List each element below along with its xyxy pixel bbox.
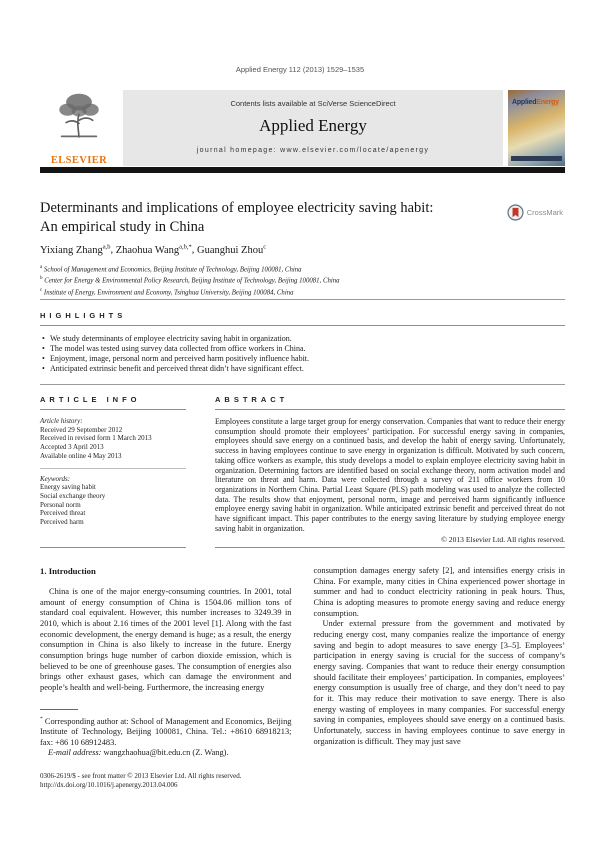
highlights-section	[40, 311, 565, 374]
crossmark-badge[interactable]	[507, 204, 563, 221]
article-info-column	[40, 395, 186, 548]
footnote-text: * Corresponding author at: School of Management and Economics, Beijing Institute of Technology, Beijing 100081, China. Tel.: +8610 68918213; fax: +86 10 68912483.	[40, 715, 292, 747]
author-separator: ,	[191, 244, 198, 256]
history-item: Accepted 3 April 2013	[40, 443, 104, 452]
elsevier-tree-icon	[56, 90, 102, 140]
history-item: Available online 4 May 2013	[40, 451, 122, 460]
affiliation-line: $^c$ Institute of Energy, Environment and Economy, Tsinghua University, Beijing 100084, China	[40, 287, 294, 296]
email-link[interactable]: wangzhaohua@bit.edu.cn (Z. Wang).	[101, 748, 229, 758]
homepage-prefix: journal homepage:	[196, 147, 281, 154]
journal-citation: Applied Energy 112 (2013) 1529–1535	[235, 65, 365, 74]
section-divider	[40, 384, 565, 385]
header-rule	[40, 167, 565, 173]
highlight-item: • Anticipated extrinsic benefit and perceived threat didn’t have significant effect.	[42, 364, 565, 374]
footnote-rule	[40, 709, 78, 710]
article-info-heading: ARTICLE INFO	[40, 395, 141, 404]
article-info-heading-rule	[40, 409, 186, 410]
keywords-label: Keywords:	[40, 474, 71, 483]
highlight-item: • Enjoyment, image, personal norm and perceived harm positively influence habit.	[42, 354, 565, 364]
affiliation-line: $^a$ School of Management and Economics, Beijing Institute of Technology, Beijing 100081, China	[40, 265, 302, 274]
journal-banner	[123, 90, 503, 166]
keyword-item: Perceived harm	[40, 518, 84, 527]
title-block	[40, 199, 565, 237]
cover-title-energy: Energy	[536, 99, 559, 106]
keyword-item: Perceived threat	[40, 509, 86, 518]
keyword-item: Personal norm	[40, 500, 81, 509]
author-affiliation-marker: c	[263, 243, 267, 250]
sciverse-sciencedirect-link[interactable]: SciVerse ScienceDirect	[317, 99, 396, 108]
contents-availability-text	[123, 99, 503, 108]
keyword-item: Energy saving habit	[40, 483, 96, 492]
journal-homepage-line	[123, 147, 503, 154]
body-column-left	[40, 566, 292, 759]
author-list	[40, 243, 266, 256]
crossmark-icon	[507, 204, 524, 221]
copyright-notice: © 2013 Elsevier Ltd. All rights reserved.	[441, 535, 565, 545]
info-abstract-section	[40, 395, 565, 548]
article-title	[40, 199, 495, 237]
author-name: Yixiang Zhang$^{a,b}$	[40, 243, 111, 256]
crossmark-label: CrossMark	[526, 208, 563, 217]
highlights-list	[42, 334, 565, 374]
affiliation-list	[40, 263, 340, 297]
author-name: Guanghui Zhou$^c$	[197, 243, 267, 256]
page-header	[40, 90, 565, 166]
abstract-heading: ABSTRACT	[215, 395, 289, 404]
article-title-line1: Determinants and implications of employee electricity saving habit:	[40, 200, 434, 216]
body-paragraph: consumption damages energy safety [2], and intensifies energy crisis in China. For example, many cities in China experienced power shortage in summer and had to conduct electricity rationing in peak hours. Thus, China is adopting measures to promote energy saving and reduce energy consumption.	[313, 566, 565, 618]
contents-prefix: Contents lists available at	[230, 99, 318, 108]
cover-title-applied: Applied	[512, 99, 537, 106]
article-history	[40, 417, 186, 461]
body-paragraph: China is one of the major energy-consuming countries. In 2001, total amount of energy consumption of China is 1504.06 million tons of standard coal equivalent. However, this number increases to 3249.39 in 2010, which is about 2.16 times of the 2001 level [1]. Along with the fast economic development, the energy demand is huge; as a result, the energy consumption in China is also likely to increase in the future. Energy consumption brings huge number of carbon dioxide emission, which is believed to be one of greenhouse gases. The consumption of energies also brings other exhaust gases, which can damage the environment and people’s health and well-being. Furthermore, the increasing energy	[40, 587, 292, 692]
issn-line: 0306-2619/$ - see front matter © 2013 Elsevier Ltd. All rights reserved.	[40, 772, 242, 780]
article-history-label: Article history:	[40, 417, 83, 425]
body-paragraph: Under external pressure from the government and motivated by reducing energy cost, many companies realize the importance of energy saving and begin to adopt measures to save energy [3–5]. Employees’ participation in energy saving is crucial for the success of company’s energy saving. Companies that want to reduce their energy consumption should facilitate their employees’ participation. In companies, employees’ energy consumption is usually free of charge, and they don’t need to pay for it. This may reduce their motivation to save energy. There is also energy wasting of employees in many companies. For successful energy saving in companies, employees should save energy on a continued basis. Unfortunately, success in having employees continue to save energy in organization is difficult. They may just save	[313, 619, 565, 746]
abstract-heading-rule	[215, 409, 565, 410]
journal-title: Applied Energy	[259, 116, 367, 135]
corresponding-author-note	[40, 709, 292, 759]
affiliation-line: $^b$ Center for Energy & Environmental Policy Research, Beijing Institute of Technology, Beijing 100081, China	[40, 276, 340, 285]
history-item: Received 29 September 2012	[40, 425, 123, 434]
footnote-email-line	[40, 748, 292, 759]
cover-title	[512, 99, 559, 106]
author-name: Zhaohua Wang$^{a,b,*}$	[115, 243, 192, 256]
page-footer	[40, 772, 241, 791]
article-title-line2: An empirical study in China	[40, 219, 205, 235]
journal-cover-thumbnail[interactable]	[508, 90, 565, 166]
cover-bottom-strip	[511, 156, 562, 161]
history-item: Received in revised form 1 March 2013	[40, 434, 152, 443]
doi-link[interactable]: http://dx.doi.org/10.1016/j.apenergy.2013.04.006	[40, 781, 178, 790]
keyword-item: Social exchange theory	[40, 491, 106, 500]
keywords-block	[40, 475, 186, 527]
body-column-right	[314, 566, 566, 759]
section-heading-introduction: 1. Introduction	[40, 566, 96, 576]
author-affiliation-marker: a,b	[102, 243, 111, 250]
highlight-item: • We study determinants of employee electricity saving habit in organization.	[42, 334, 565, 344]
section-divider	[40, 299, 565, 300]
highlights-heading: HIGHLIGHTS	[40, 311, 127, 320]
elsevier-logo	[40, 90, 118, 166]
highlights-heading-rule	[40, 325, 565, 326]
journal-homepage-link[interactable]: www.elsevier.com/locate/apenergy	[280, 147, 430, 154]
abstract-text: Employees constitute a large target group for energy conservation. Companies that want to reduce their energy consumption should promote their employees’ participation. For successful energy saving in companies, employees should save energy on a continued basis, and develop the habit of energy saving. Unfortunately, success in having employees continue to save energy in organization is difficult. Motivated by such concern, taking office workers as example, this study develops a model to explain employee electricity saving habit in organization. Determining factors are identified based on social exchange theory, norm activation model and literature on threat and harm. Data were collected through a survey of 211 office workers from 10 organizations in Northern China. Partial Least Square (PLS) path modeling was used to analyze the collected data. The results show that enjoyment, personal norm, image and perceived harm significantly influence employee energy saving habit in organization. While anticipated extrinsic benefit and perceived threat do not have significant impact. This paper contributes to the energy saving literature by studying employee energy saving habit in organization.	[215, 417, 565, 533]
author-affiliation-marker: a,b,*	[179, 243, 192, 250]
highlight-item: • The model was tested using survey data collected from office workers in China.	[42, 344, 565, 354]
article-info-divider	[40, 468, 186, 469]
elsevier-wordmark: ELSEVIER	[50, 155, 108, 166]
author-separator: ,	[110, 244, 116, 256]
footnote-marker: *	[40, 715, 43, 722]
email-label: E-mail address:	[48, 748, 102, 758]
abstract-column	[215, 395, 565, 548]
body-columns	[40, 566, 565, 759]
